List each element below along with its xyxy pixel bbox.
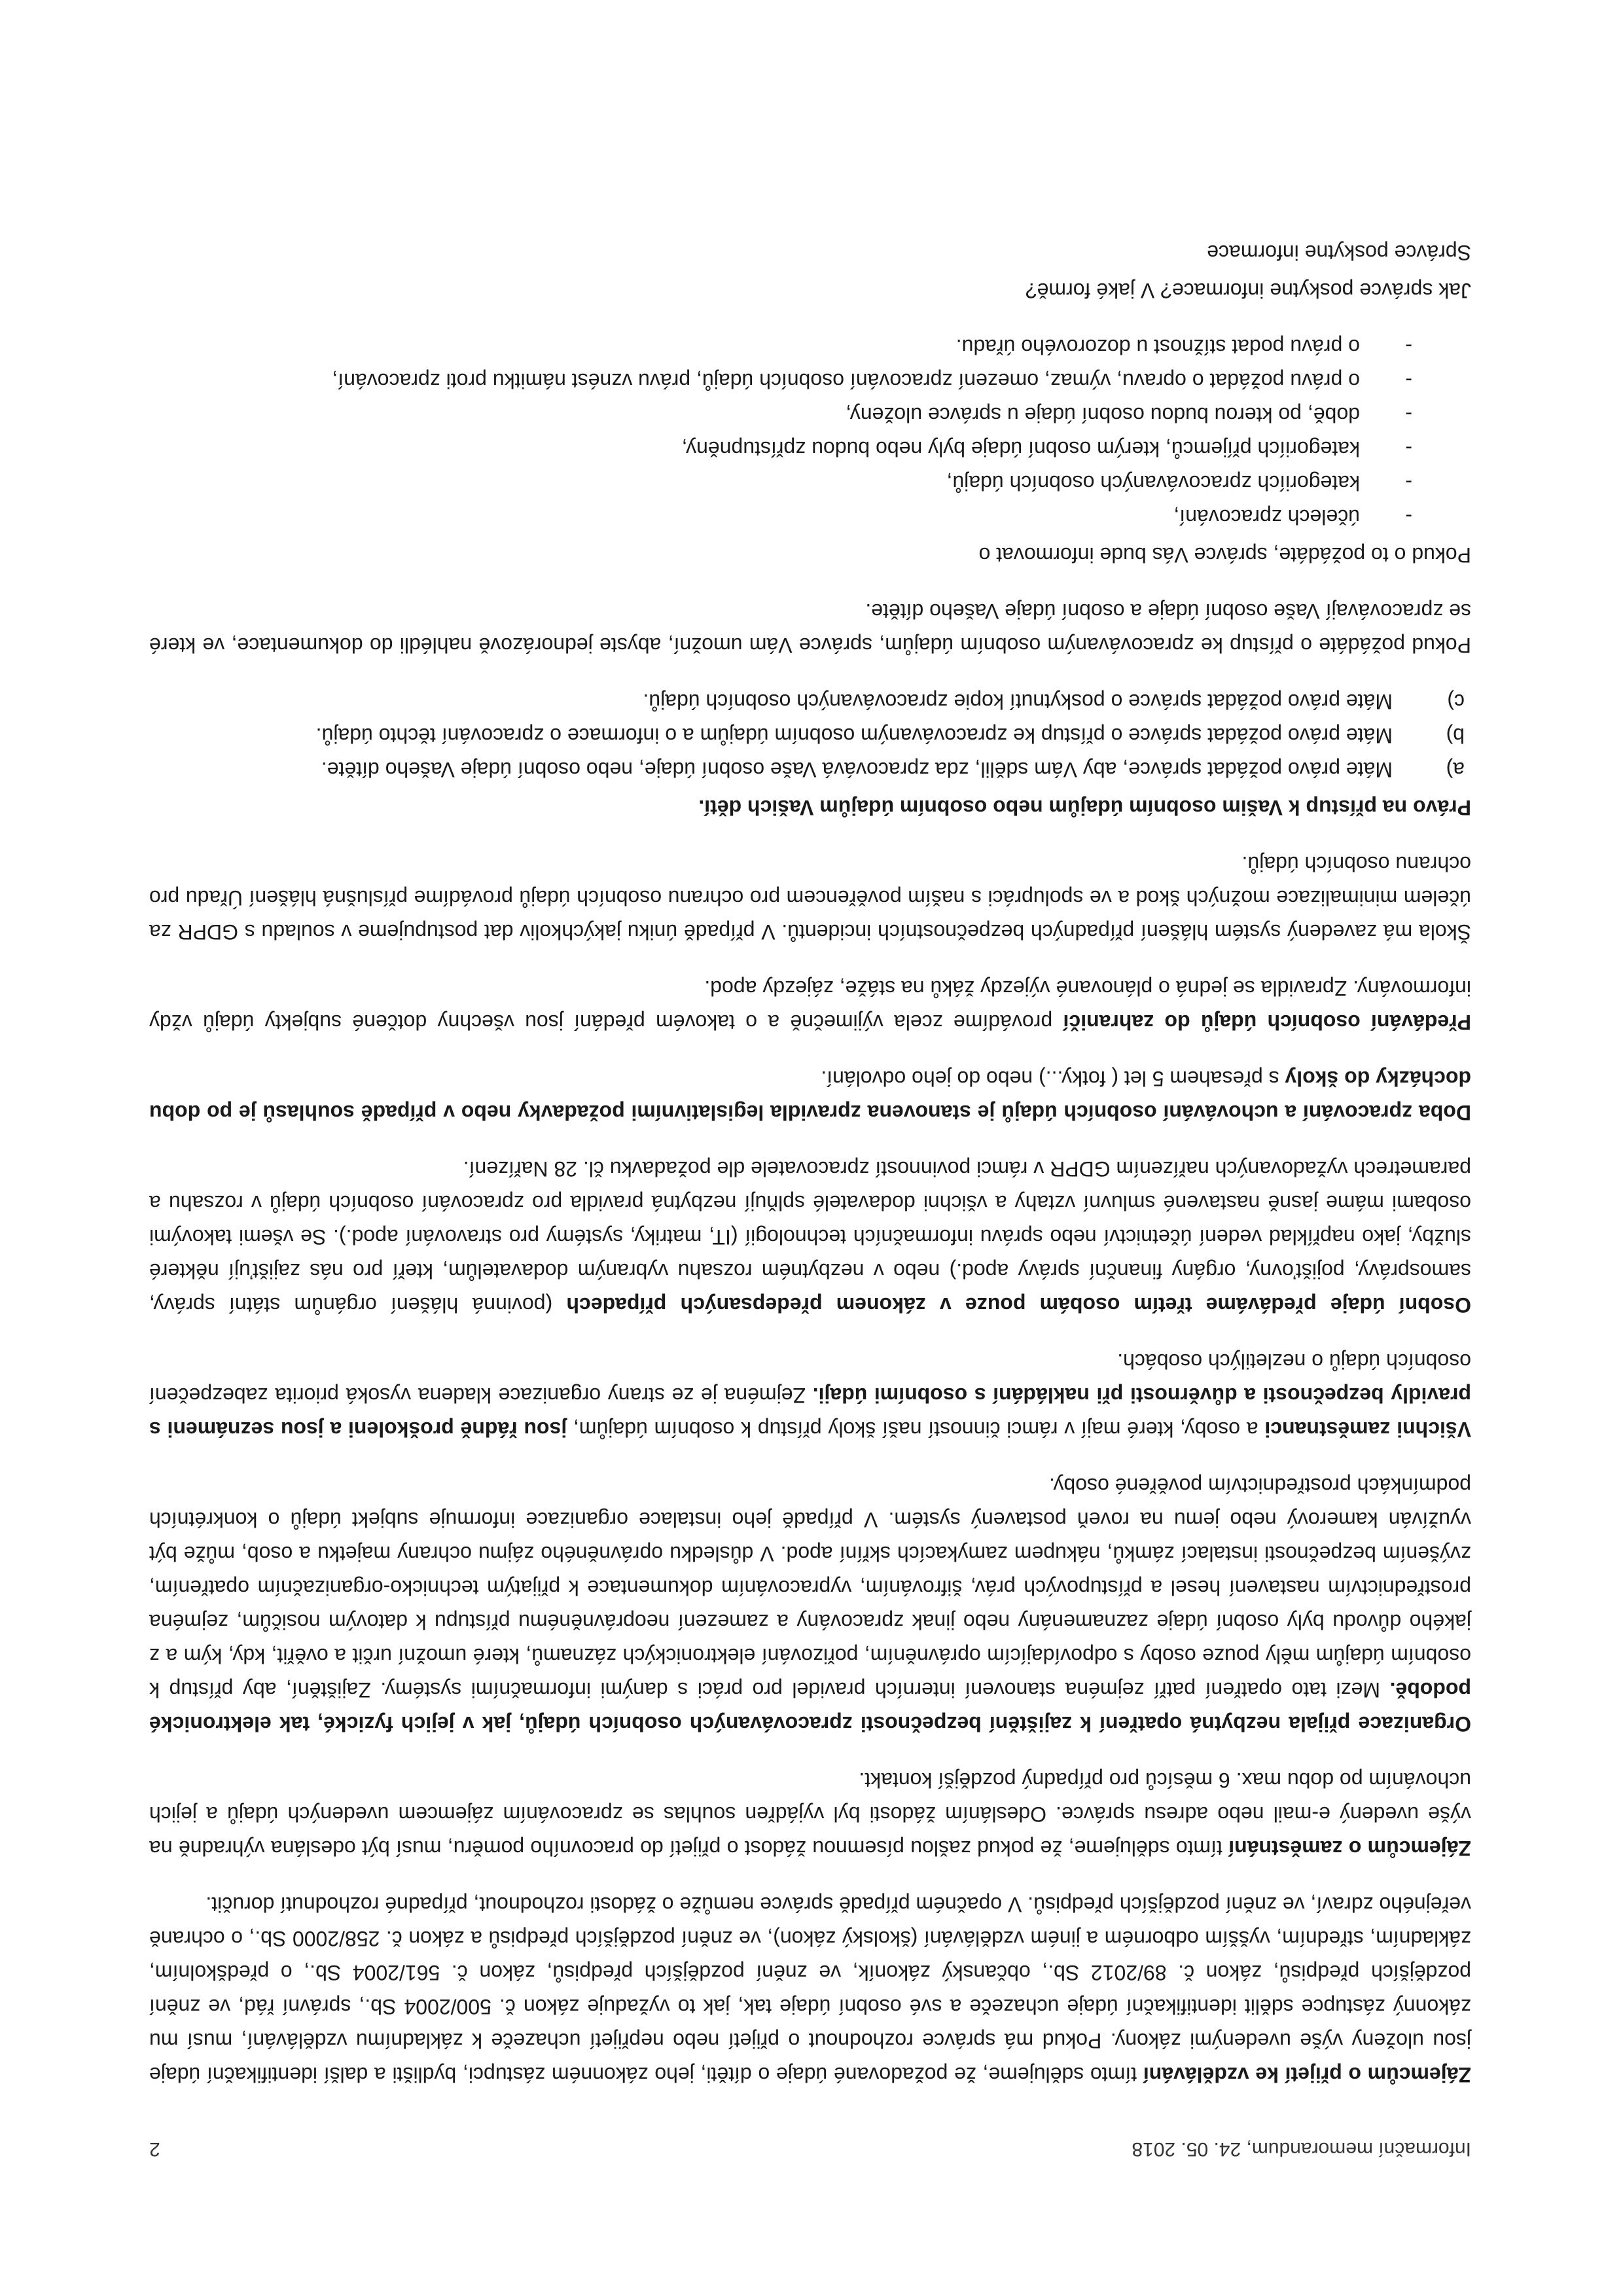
- list-item: - době, po kterou budou osobní údaje u správce uloženy,: [846, 403, 1412, 427]
- list-item: - o právu požádat o opravu, výmaz, omezení zpracování osobních údajů, právu vznést námitku proti zpracování,: [332, 369, 1412, 393]
- list-item: - kategoriích zpracovávaných osobních údajů,: [946, 471, 1412, 495]
- paragraph-incidents: Škola má zavedený systém hlášení případných bezpečnostních incidentů. V případě úniku jakýchkoliv dat postupujeme v souladu s GDPR za účelem minimalizace možných škod a ve spolupráci s naším pověřencem pro ochranu osobních údajů provádíme příslušná hlášení Úřadu pro ochranu osobních údajů.: [149, 852, 1471, 944]
- list-item: a) Máte právo požádat správce, aby Vám sdělil, zda zpracovává Vaše osobní údaje, nebo osobní údaje Vašeho dítěte.: [321, 758, 1465, 781]
- paragraph-inspection: Pokud požádáte o přístup ke zpracovávaným osobním údajům, správce Vám umožní, abyste jednorázově nahlédli do dokumentace, ve které se zpracovávají Vaše osobní údaje a osobní údaje Vašeho dítěte.: [149, 600, 1471, 657]
- page-number: 2: [149, 2138, 160, 2160]
- list-item: - účelech zpracování,: [1173, 505, 1412, 529]
- paragraph-transfer-abroad: Předávání osobních údajů do zahraničí provádíme zcela výjimečně a o takovém předání jsou všechny dotčené subjekty údajů vždy informovány. Zpravidla se jedná o plánované výjezdy žáků na stáže, zájezdy apod.: [149, 977, 1471, 1034]
- rights-list: [149, 685, 1471, 787]
- section-heading-access-right: Právo na přístup k Vašim osobním údajům nebo osobním údajům Vašich dětí.: [698, 796, 1471, 819]
- paragraph-third-parties: Osobní údaje předáváme třetím osobám pouze v zákonem předepsaných případech (povinná hlášení orgánům státní správy, samosprávy, pojišťovny, orgány finanční správy apod.) nebo v nezbytném rozsahu vybraným dodavatelům, kteří pro nás zajišťují některé služby, jako například vedení účetnictví nebo správu informačních technologií (IT, matriky, systémy pro stravování apod.). Se všemi takovými osobami máme jasně nastavené smluvní vztahy a všichni dodavatelé splňují nezbytná pravidla pro zpracování osobních údajů v rozsahu a parametrech vyžadovaných nařízením GDPR v rámci povinností zpracovatele dle požadavku čl. 28 Nařízení.: [149, 1157, 1471, 1317]
- list-item: - kategoriích příjemců, kterým osobní údaje byly nebo budou zpřístupněny,: [681, 437, 1412, 461]
- document-title: Informační memorandum, 24. 05. 2018: [1132, 2138, 1471, 2160]
- paragraph-admission: Zájemcům o přijetí ke vzdělávání tímto sdělujeme, že požadované údaje o dítěti, jeho zákonném zástupci, bydlišti a další identifikační údaje jsou uloženy výše uvedenými zákony. Pokud má správce rozhodnout o přijetí nebo nepřijetí uchazeče k základnímu vzdělávání, musí mu zákonný zástupce sdělit identifikační údaje uchazeče a své osobní údaje tak, jak to vyžaduje zákon č. 500/2004 Sb., správní řád, ve znění pozdějších předpisů, zákon č. 89/2012 Sb., občanský zákoník, ve znění pozdějších předpisů, zákon č. 561/2004 Sb., o předškolním, základním, středním, vyšším odborném a jiném vzdělávání (školský zákon), ve znění pozdějších předpisů a zákon č. 258/2000 Sb., o ochraně veřejného zdraví, ve znění pozdějších předpisů. V opačném případě správce nemůže o žádosti rozhodnout, případné rozhodnutí doručit.: [149, 1893, 1471, 2087]
- list-item: b) Máte právo požádat správce o přístup ke zpracovávaným osobním údajům a o informace o zpracování těchto údajů.: [315, 724, 1465, 747]
- paragraph-closing: Správce poskytne informace: [1207, 241, 1471, 264]
- page-header: [149, 2138, 1471, 2160]
- paragraph-info-intro: Pokud o to požádáte, správce Vás bude informovat o: [978, 543, 1471, 567]
- paragraph-security-measures: Organizace přijala nezbytná opatření k zajištění bezpečnosti zpracovávaných osobních údajů, jak v jejich fyzické, tak elektronické podobě. Mezi tato opatření patří zejména stanovení interních pravidel pro práci s danými informačními systémy. Zajištění, aby přístup k osobním údajům měly pouze osoby s odpovídajícím oprávněním, pořizování elektronických záznamů, které umožní určit a ověřit, kdy, kým a z jakého důvodu byly osobní údaje zaznamenány nebo jinak zpracovány a zamezení neoprávněnému přístupu k datovým nosičům, zejména prostřednictvím nastavení hesel a přístupových práv, šifrováním, vypracováním dokumentace k přijatým technicko-organizačním opatřením, zvýšením bezpečnosti instalací zámků, nákupem zamykacích skříní apod. V důsledku oprávněného zájmu ochrany majetku a osob, může být využíván kamerový nebo jemu na roveň postavený systém. V případě jeho instalace organizace informuje subjekt údajů o konkrétních podmínkách prostřednictvím pověřené osoby.: [149, 1474, 1471, 1736]
- list-item: c) Máte právo požádat správce o poskytnutí kopie zpracovávaných osobních údajů.: [643, 690, 1465, 713]
- info-list: [149, 330, 1471, 534]
- paragraph-question: Jak správce poskytne informace? V jaké formě?: [1025, 279, 1471, 302]
- list-item: - o právu podat stížnost u dozorového úřadu.: [955, 335, 1412, 359]
- paragraph-employment: Zájemcům o zaměstnání tímto sdělujeme, že pokud zašlou písemnou žádost o přijetí do pracovního poměru, musí být odeslána výhradně na výše uvedený e-mail nebo adresu správce. Odesláním žádosti byl vyjádřen souhlas se zpracováním zájemcem uvedených údajů a jejich uchováním po dobu max. 6 měsíců pro případný pozdější kontakt.: [149, 1768, 1471, 1860]
- paragraph-retention: Doba zpracování a uchovávání osobních údajů je stanovena zpravidla legislativními požadavky nebo v případě souhlasů je po dobu docházky do školy s přesahem 5 let ( fotky...) nebo do jeho odvolání.: [149, 1067, 1471, 1124]
- paragraph-employees: Všichni zaměstnanci a osoby, které mají v rámci činností naší školy přístup k osobním údajům, jsou řádně proškoleni a jsou seznámeni s pravidly bezpečnosti a důvěrnosti při nakládání s osobními údaji. Zejména je ze strany organizace kladena vysoká priorita zabezpečení osobních údajů o nezletilých osobách.: [149, 1350, 1471, 1441]
- page-content: [149, 213, 1471, 2160]
